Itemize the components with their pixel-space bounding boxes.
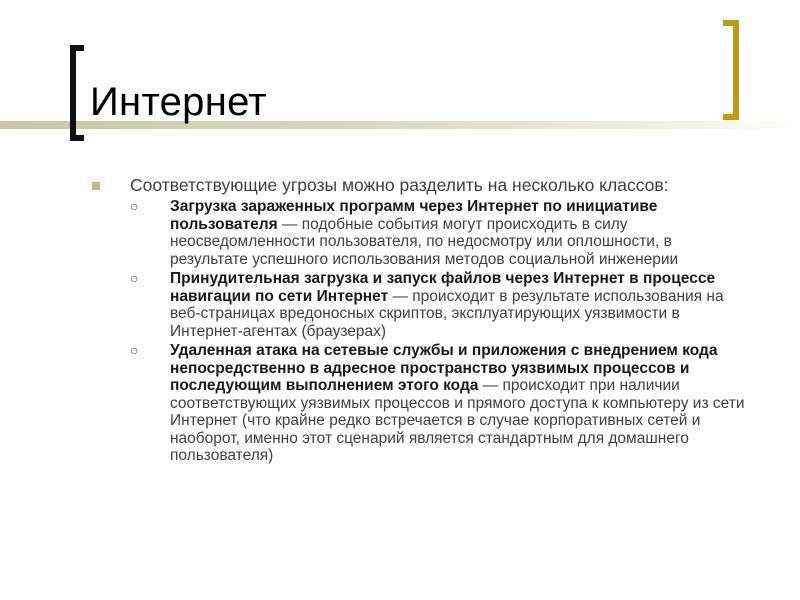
hollow-circle-bullet-icon: ○ [130, 198, 139, 214]
sub-bullet-item [130, 342, 752, 465]
main-bullet-text: Соответствующие угрозы можно разделить на несколько классов: [130, 175, 669, 195]
hollow-circle-bullet-icon: ○ [130, 270, 139, 286]
sub-bullet-text: — подобные события могут происходить в силу неосведомленности пользователя, по недосмотру или оплошности, в результате успешного использования методов социальной инженерии [170, 215, 679, 268]
slide-title: Интернет [90, 80, 267, 124]
hollow-circle-bullet-icon: ○ [130, 342, 139, 358]
sub-bullet-list [130, 198, 752, 465]
sub-bullet-bold-text: Принудительная загрузка и запуск файлов через Интернет в процессе навигации по сети Интернет [170, 270, 716, 305]
left-bracket-decoration [70, 45, 84, 141]
sub-bullet-text: — происходит при наличии соответствующих уязвимых процессов и прямого доступа к компьютеру из сети Интернет (что крайне редко встречается в случае корпоративных сетей и наоборот, именно этот сценарий является стандартным для домашнего пользователя) [170, 377, 745, 464]
sub-bullet-text: — происходит в результате использования на веб-страницах вредоносных скриптов, эксплуатирующих уязвимости в Интернет-агентах (браузерах) [170, 287, 724, 340]
square-bullet-icon [92, 182, 100, 190]
sub-bullet-item [130, 198, 752, 268]
slide-content [92, 176, 752, 467]
main-bullet-item [92, 176, 752, 195]
sub-bullet-bold-text: Загрузка зараженных программ через Интернет по инициативе пользователя [170, 198, 658, 233]
sub-bullet-item [130, 270, 752, 340]
sub-bullet-bold-text: Удаленная атака на сетевые службы и приложения с внедрением кода непосредственно в адресное пространство уязвимых процессов и последующим выполнением этого кода [170, 342, 718, 394]
right-bracket-decoration [723, 20, 739, 120]
